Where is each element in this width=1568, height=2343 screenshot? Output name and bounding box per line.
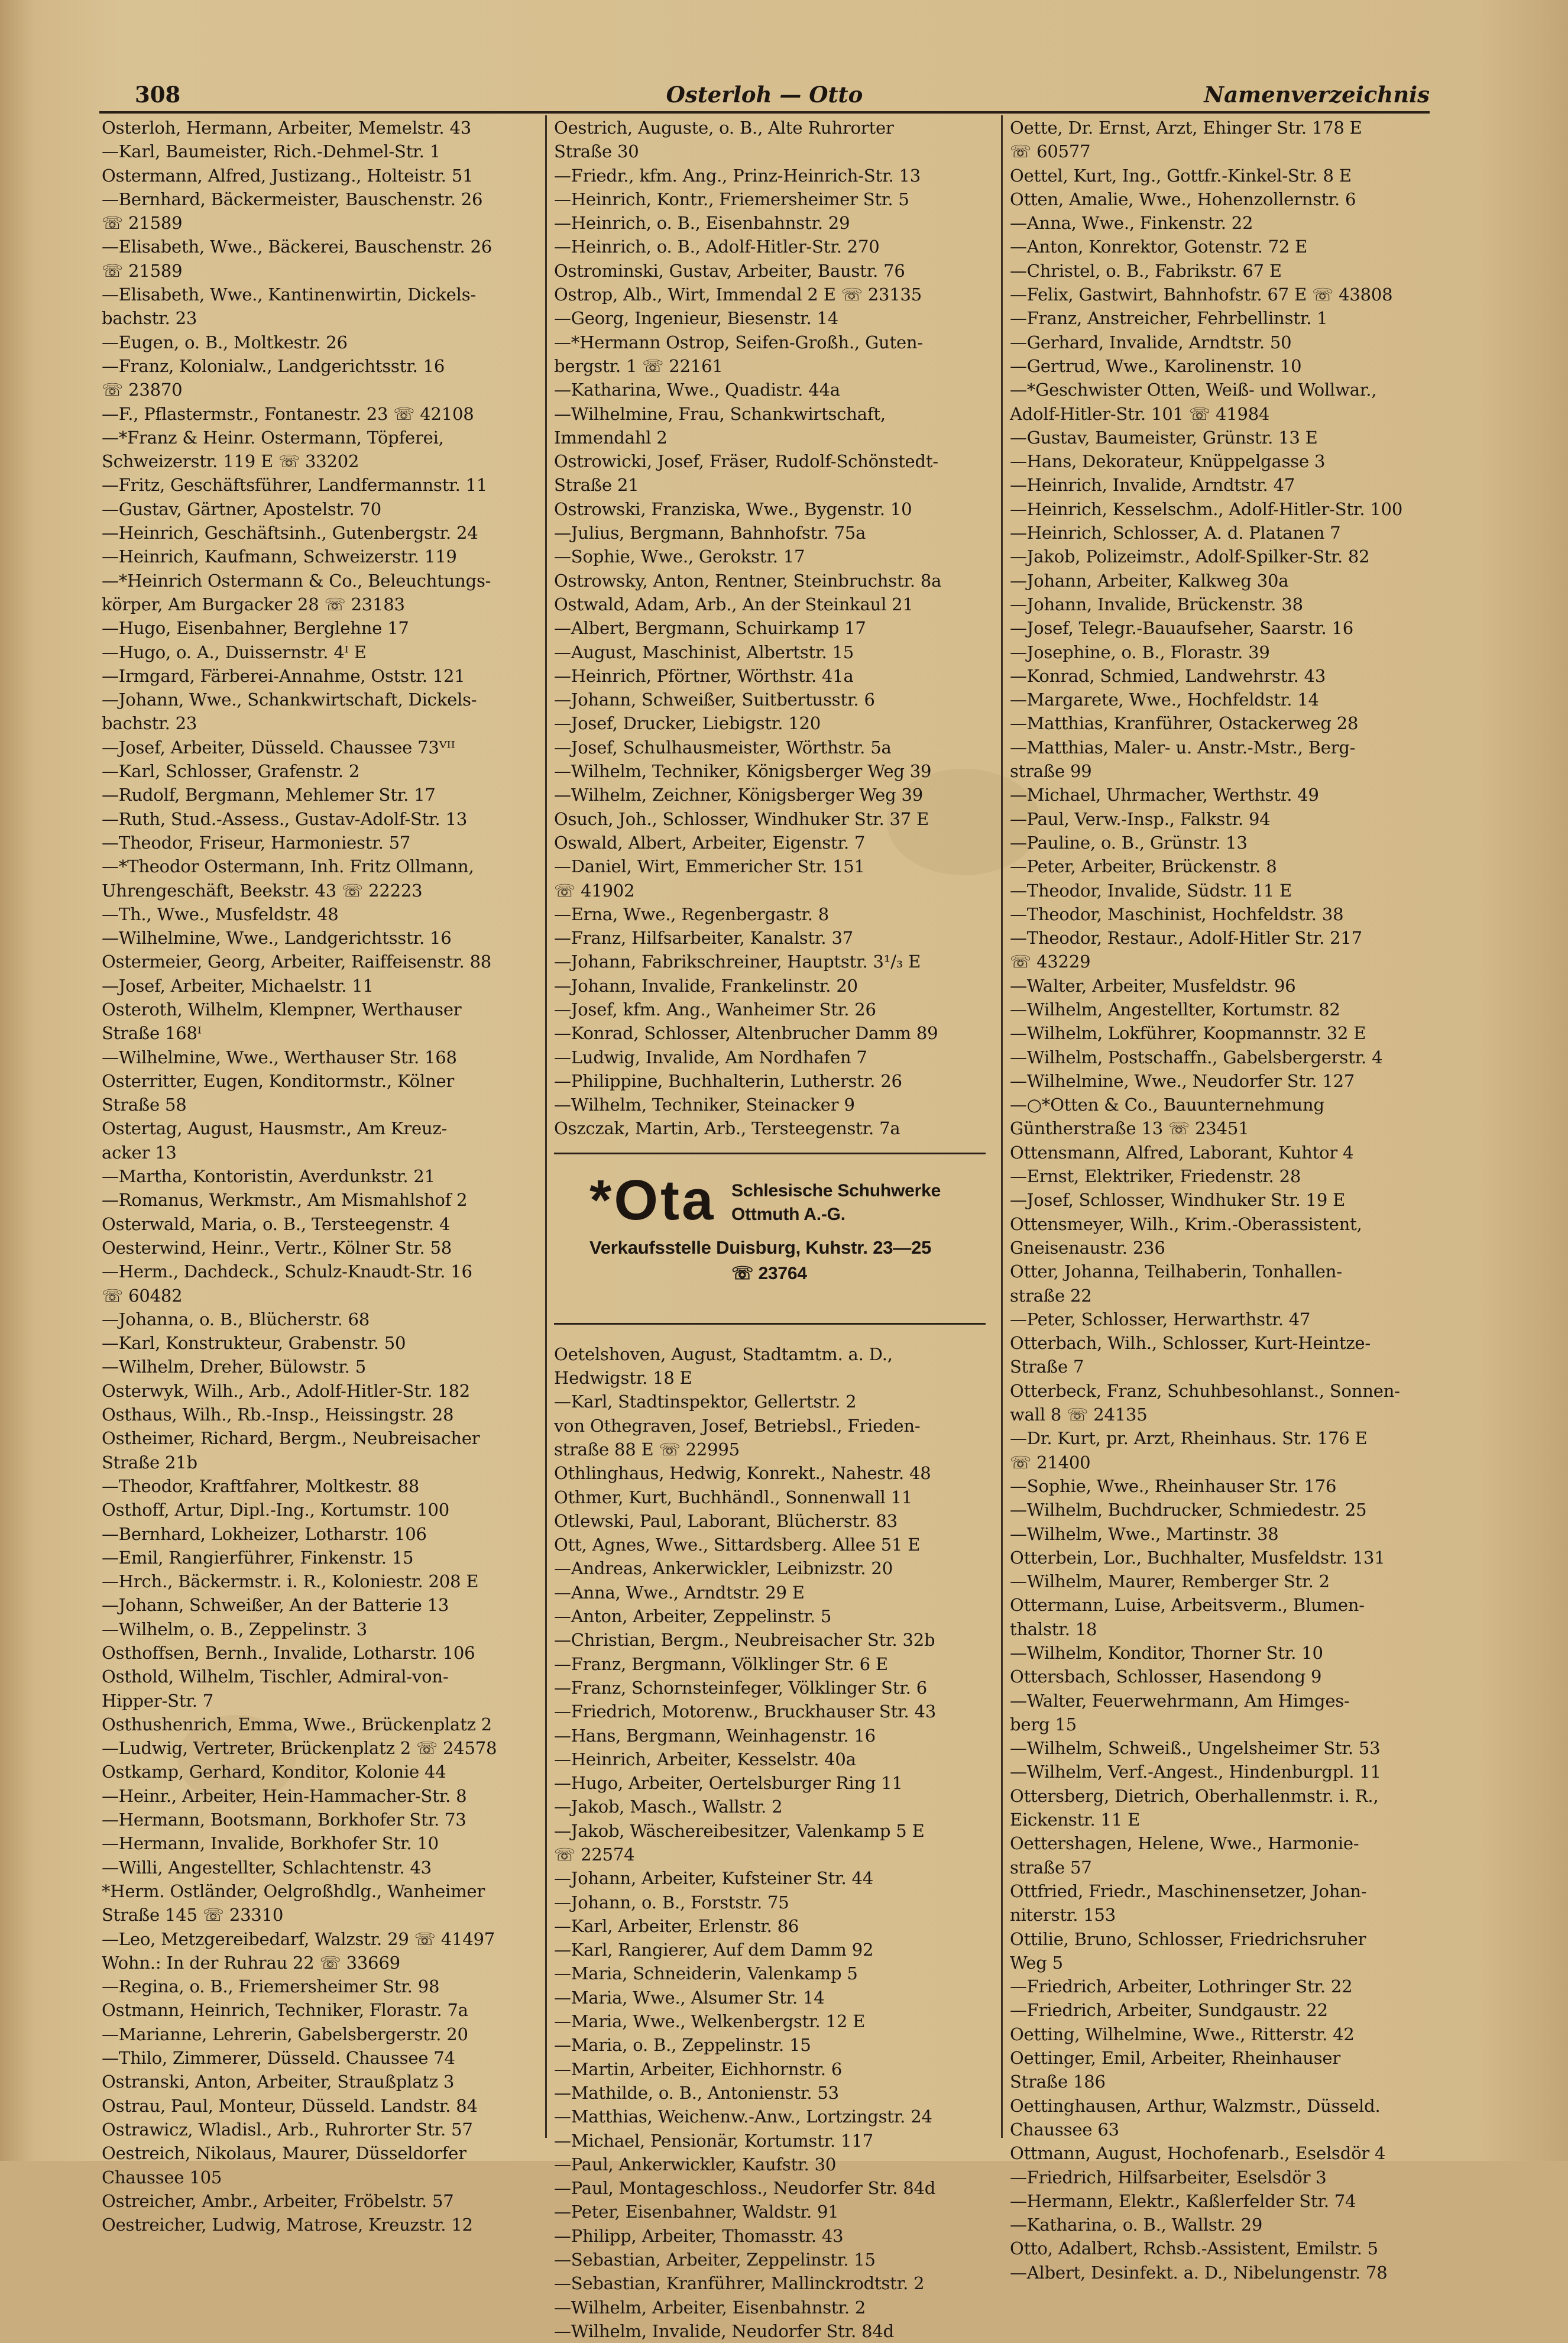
directory-entry: —Katharina, Wwe., Quadistr. 44a — [554, 380, 840, 400]
directory-entry: —Friedrich, Arbeiter, Lothringer Str. 22 — [1010, 1976, 1353, 1997]
directory-entry: Otterbach, Wilh., Schlosser, Kurt-Heintze- — [1010, 1333, 1371, 1354]
directory-entry: —F., Pflastermstr., Fontanestr. 23 ☏ 42108 — [102, 403, 474, 424]
directory-entry: Osterritter, Eugen, Konditormstr., Kölner — [102, 1070, 455, 1091]
directory-entry: —Hermann, Bootsmann, Borkhofer Str. 73 — [102, 1810, 466, 1830]
directory-entry: Oestrich, Auguste, o. B., Alte Ruhrorter — [554, 118, 894, 138]
directory-entry: —Th., Wwe., Musfeldstr. 48 — [102, 904, 339, 924]
directory-entry: Othlinghaus, Hedwig, Konrekt., Nahestr. 48 — [554, 1463, 931, 1484]
directory-entry: Ostheimer, Richard, Bergm., Neubreisacher — [102, 1428, 480, 1449]
directory-entry: —Wilhelmine, Wwe., Werthauser Str. 168 — [102, 1047, 457, 1067]
directory-entry: Ostrowski, Franziska, Wwe., Bygenstr. 10 — [554, 499, 912, 519]
directory-entry: ☏ 21589 — [102, 213, 183, 234]
directory-entry: Ostermann, Alfred, Justizang., Holteistr. 51 — [102, 165, 474, 186]
directory-entry: —Sophie, Wwe., Gerokstr. 17 — [554, 546, 805, 567]
directory-entry: —Johann, Arbeiter, Kufsteiner Str. 44 — [554, 1868, 874, 1889]
directory-entry: —Peter, Arbeiter, Brückenstr. 8 — [1010, 856, 1277, 877]
directory-entry: —Sophie, Wwe., Rheinhauser Str. 176 — [1010, 1475, 1337, 1496]
directory-entry: —Wilhelm, Schweiß., Ungelsheimer Str. 53 — [1010, 1738, 1381, 1759]
directory-entry: —Albert, Bergmann, Schuirkamp 17 — [554, 618, 866, 639]
directory-entry: Ostrop, Alb., Wirt, Immendal 2 E ☏ 23135 — [554, 284, 922, 305]
directory-entry: —Wilhelm, Wwe., Martinstr. 38 — [1010, 1523, 1279, 1544]
directory-entry: —Hans, Bergmann, Weinhagenstr. 16 — [554, 1725, 876, 1746]
page-number: 308 — [135, 82, 181, 108]
directory-entry: —Michael, Uhrmacher, Werthstr. 49 — [1010, 785, 1319, 805]
directory-entry: Oettel, Kurt, Ing., Gottfr.-Kinkel-Str. 8 E — [1010, 165, 1352, 186]
column-3 — [1010, 116, 1441, 2284]
directory-entry: —*Franz & Heinr. Ostermann, Töpferei, — [102, 427, 444, 448]
directory-entry: Osthoffsen, Bernh., Invalide, Lotharstr. 106 — [102, 1643, 475, 1663]
directory-entry: Ott, Agnes, Wwe., Sittardsberg. Allee 51 E — [554, 1535, 921, 1555]
directory-entry: Adolf-Hitler-Str. 101 ☏ 41984 — [1010, 403, 1270, 424]
directory-entry: Osthushenrich, Emma, Wwe., Brückenplatz 2 — [102, 1714, 492, 1734]
directory-entry: —Ludwig, Invalide, Am Nordhafen 7 — [554, 1047, 867, 1067]
directory-entry: straße 88 E ☏ 22995 — [554, 1439, 740, 1459]
directory-entry: Osterloh, Hermann, Arbeiter, Memelstr. 43 — [102, 118, 471, 138]
directory-entry: straße 57 — [1010, 1857, 1092, 1878]
directory-entry: —Johann, Invalide, Brückenstr. 38 — [1010, 594, 1303, 614]
directory-entry: —Karl, Baumeister, Rich.-Dehmel-Str. 1 — [102, 141, 440, 162]
directory-entry: —Josef, Drucker, Liebigstr. 120 — [554, 713, 821, 734]
directory-entry: —Josephine, o. B., Florastr. 39 — [1010, 642, 1270, 662]
directory-entry: —Friedrich, Arbeiter, Sundgaustr. 22 — [1010, 2000, 1328, 2021]
directory-entry: —Katharina, o. B., Wallstr. 29 — [1010, 2215, 1263, 2235]
directory-entry: —Willi, Angestellter, Schlachtenstr. 43 — [102, 1857, 432, 1878]
directory-entry: —Ruth, Stud.-Assess., Gustav-Adolf-Str. 13 — [102, 808, 468, 829]
directory-entry: Otlewski, Paul, Laborant, Blücherstr. 83 — [554, 1510, 898, 1531]
directory-entry: Ostrau, Paul, Monteur, Düsseld. Landstr. 84 — [102, 2095, 478, 2116]
directory-entry: Gneisenaustr. 236 — [1010, 1237, 1165, 1258]
directory-entry: —Wilhelm, Arbeiter, Eisenbahnstr. 2 — [554, 2297, 866, 2318]
directory-entry: —Josef, Telegr.-Bauaufseher, Saarstr. 16 — [1010, 618, 1354, 639]
ad-company-line1: Schlesische Schuhwerke — [731, 1180, 941, 1200]
directory-entry: —Daniel, Wirt, Emmericher Str. 151 — [554, 856, 865, 877]
directory-entry: —Walter, Feuerwehrmann, Am Himges- — [1010, 1690, 1350, 1711]
directory-entry: —Fritz, Geschäftsführer, Landfermannstr. 11 — [102, 475, 488, 496]
directory-entry: —Wilhelm, Verf.-Angest., Hindenburgpl. 11 — [1010, 1762, 1381, 1782]
directory-entry: —Margarete, Wwe., Hochfeldstr. 14 — [1010, 690, 1319, 710]
directory-entry: —Franz, Kolonialw., Landgerichtsstr. 16 — [102, 355, 445, 376]
directory-entry: Ottermann, Luise, Arbeitsverm., Blumen- — [1010, 1595, 1365, 1616]
directory-entry: —Josef, Schulhausmeister, Wörthstr. 5a — [554, 737, 892, 758]
directory-entry: Otterbein, Lor., Buchhalter, Musfeldstr. 131 — [1010, 1547, 1385, 1568]
directory-entry: ☏ 43229 — [1010, 952, 1091, 972]
directory-entry: —*Hermann Ostrop, Seifen-Großh., Guten- — [554, 332, 924, 352]
directory-entry: —Sebastian, Kranführer, Mallinckrodtstr. 2 — [554, 2273, 925, 2294]
directory-entry: ☏ 21589 — [102, 260, 183, 281]
directory-entry: Ottilie, Bruno, Schlosser, Friedrichsruher — [1010, 1928, 1366, 1949]
column-2-bottom — [554, 1342, 992, 2343]
ad-phone: ☏ 23764 — [731, 1263, 807, 1283]
header-rule — [99, 111, 1430, 114]
directory-entry: —Heinrich, o. B., Adolf-Hitler-Str. 270 — [554, 237, 880, 257]
directory-entry: —Johann, Schweißer, Suitbertusstr. 6 — [554, 690, 875, 710]
directory-entry: Weg 5 — [1010, 1952, 1063, 1973]
directory-entry: Immendahl 2 — [554, 427, 668, 448]
directory-entry: Straße 186 — [1010, 2072, 1106, 2092]
directory-entry: —Hrch., Bäckermstr. i. R., Koloniestr. 208 E — [102, 1571, 479, 1592]
directory-entry: —Hugo, o. A., Duissernstr. 4ᴵ E — [102, 642, 367, 662]
directory-entry: Eickenstr. 11 E — [1010, 1810, 1141, 1830]
column-2-top — [554, 116, 992, 1141]
ad-shop-address: Verkaufsstelle Duisburg, Kuhstr. 23—25 — [589, 1237, 932, 1258]
directory-entry: —Bernhard, Lokheizer, Lotharstr. 106 — [102, 1523, 427, 1544]
directory-entry: —Martin, Arbeiter, Eichhornstr. 6 — [554, 2059, 843, 2079]
directory-entry: Ottersberg, Dietrich, Oberhallenmstr. i. R., — [1010, 1785, 1379, 1806]
directory-entry: —Walter, Arbeiter, Musfeldstr. 96 — [1010, 975, 1296, 996]
directory-entry: Ostwald, Adam, Arb., An der Steinkaul 21 — [554, 594, 913, 614]
directory-entry: —Josef, Arbeiter, Michaelstr. 11 — [102, 975, 374, 996]
directory-entry: Ostrominski, Gustav, Arbeiter, Baustr. 76 — [554, 260, 905, 281]
directory-entry: Ostermeier, Georg, Arbeiter, Raiffeisenstr. 88 — [102, 952, 491, 972]
directory-entry: Ostmann, Heinrich, Techniker, Florastr. 7a — [102, 2000, 468, 2021]
directory-entry: Oetelshoven, August, Stadtamtm. a. D., — [554, 1344, 893, 1364]
directory-entry: Uhrengeschäft, Beekstr. 43 ☏ 22223 — [102, 880, 423, 901]
directory-entry: Hedwigstr. 18 E — [554, 1368, 692, 1389]
directory-entry: —Philipp, Arbeiter, Thomasstr. 43 — [554, 2225, 844, 2246]
directory-entry: —Sebastian, Arbeiter, Zeppelinstr. 15 — [554, 2250, 876, 2270]
directory-entry: Wohn.: In der Ruhrau 22 ☏ 33669 — [102, 1952, 400, 1973]
directory-entry: —Hermann, Invalide, Borkhofer Str. 10 — [102, 1833, 439, 1854]
directory-entry: —Wilhelm, Techniker, Königsberger Weg 39 — [554, 761, 932, 782]
directory-entry: —Heinrich, Schlosser, A. d. Platanen 7 — [1010, 523, 1341, 543]
directory-entry: —Heinrich, Arbeiter, Kesselstr. 40a — [554, 1749, 856, 1769]
directory-entry: —Maria, o. B., Zeppelinstr. 15 — [554, 2035, 811, 2056]
directory-entry: —Anton, Konrektor, Gotenstr. 72 E — [1010, 237, 1308, 257]
directory-entry: —Wilhelmine, Wwe., Neudorfer Str. 127 — [1010, 1070, 1355, 1091]
directory-entry: —Wilhelm, Angestellter, Kortumstr. 82 — [1010, 999, 1340, 1020]
directory-entry: Oettinger, Emil, Arbeiter, Rheinhauser — [1010, 2048, 1341, 2069]
directory-entry: ☏ 21400 — [1010, 1452, 1091, 1473]
directory-entry: —Irmgard, Färberei-Annahme, Oststr. 121 — [102, 665, 465, 686]
directory-entry: —Heinrich, Invalide, Arndtstr. 47 — [1010, 475, 1295, 496]
directory-entry: —Wilhelm, Zeichner, Königsberger Weg 39 — [554, 785, 923, 805]
directory-entry: —Mathilde, o. B., Antonienstr. 53 — [554, 2082, 839, 2103]
advertisement-box — [554, 1153, 986, 1325]
directory-entry: Güntherstraße 13 ☏ 23451 — [1010, 1118, 1249, 1139]
directory-entry: thalstr. 18 — [1010, 1619, 1097, 1639]
directory-entry: —Julius, Bergmann, Bahnhofstr. 75a — [554, 523, 866, 543]
column-divider — [545, 115, 547, 2138]
directory-entry: bachstr. 23 — [102, 308, 197, 329]
directory-entry: —Heinrich, Geschäftsinh., Gutenbergstr. 24 — [102, 523, 478, 543]
directory-entry: —Wilhelm, Buchdrucker, Schmiedestr. 25 — [1010, 1500, 1367, 1520]
directory-entry: —Christel, o. B., Fabrikstr. 67 E — [1010, 260, 1282, 281]
directory-entry: —Maria, Wwe., Welkenbergstr. 12 E — [554, 2011, 866, 2032]
directory-entry: —Heinrich, o. B., Eisenbahnstr. 29 — [554, 213, 850, 234]
directory-entry: —Johanna, o. B., Blücherstr. 68 — [102, 1309, 370, 1329]
directory-entry: —Georg, Ingenieur, Biesenstr. 14 — [554, 308, 839, 329]
directory-entry: —Karl, Arbeiter, Erlenstr. 86 — [554, 1915, 799, 1936]
directory-entry: —Elisabeth, Wwe., Kantinenwirtin, Dickels- — [102, 284, 476, 305]
directory-entry: —Heinrich, Kontr., Friemersheimer Str. 5 — [554, 189, 909, 209]
directory-entry: Otto, Adalbert, Rchsb.-Assistent, Emilstr. 5 — [1010, 2238, 1378, 2259]
directory-entry: Straße 58 — [102, 1095, 187, 1115]
directory-entry: bergstr. 1 ☏ 22161 — [554, 355, 723, 376]
directory-entry: straße 99 — [1010, 761, 1092, 782]
directory-entry: Oestreich, Nikolaus, Maurer, Düsseldorfer — [102, 2143, 466, 2164]
directory-entry: —Christian, Bergm., Neubreisacher Str. 32b — [554, 1630, 935, 1651]
directory-entry: —Philippine, Buchhalterin, Lutherstr. 26 — [554, 1070, 902, 1091]
directory-entry: —Wilhelmine, Wwe., Landgerichtsstr. 16 — [102, 928, 452, 949]
directory-entry: Oettershagen, Helene, Wwe., Harmonie- — [1010, 1833, 1359, 1854]
directory-entry: straße 22 — [1010, 1285, 1092, 1306]
directory-entry: —○*Otten & Co., Bauunternehmung — [1010, 1095, 1324, 1115]
directory-entry: —Wilhelm, Dreher, Bülowstr. 5 — [102, 1357, 366, 1377]
directory-entry: Oswald, Albert, Arbeiter, Eigenstr. 7 — [554, 832, 866, 853]
directory-entry: —Jakob, Polizeimstr., Adolf-Spilker-Str. 82 — [1010, 546, 1370, 567]
directory-entry: —*Geschwister Otten, Weiß- und Wollwar., — [1010, 380, 1377, 400]
directory-entry: —Eugen, o. B., Moltkestr. 26 — [102, 332, 348, 352]
directory-entry: —Wilhelm, Invalide, Neudorfer Str. 84d — [554, 2321, 894, 2341]
directory-entry: ☏ 41902 — [554, 880, 635, 901]
directory-entry: —Wilhelm, Lokführer, Koopmannstr. 32 E — [1010, 1023, 1366, 1044]
directory-entry: niterstr. 153 — [1010, 1905, 1116, 1925]
directory-entry: —Heinrich, Kesselschm., Adolf-Hitler-Str. 100 — [1010, 499, 1403, 519]
directory-entry: Osteroth, Wilhelm, Klempner, Werthauser — [102, 999, 462, 1020]
directory-entry: —Theodor, Kraftfahrer, Moltkestr. 88 — [102, 1475, 419, 1496]
directory-entry: —Andreas, Ankerwickler, Leibnizstr. 20 — [554, 1558, 893, 1579]
directory-entry: Otten, Amalie, Wwe., Hohenzollernstr. 6 — [1010, 189, 1356, 209]
directory-entry: Straße 145 ☏ 23310 — [102, 1905, 284, 1925]
directory-entry: —Anna, Wwe., Finkenstr. 22 — [1010, 213, 1253, 234]
directory-entry: Ostertag, August, Hausmstr., Am Kreuz- — [102, 1118, 448, 1139]
directory-entry: —*Theodor Ostermann, Inh. Fritz Ollmann, — [102, 856, 474, 877]
section-title: Namenverzeichnis — [1204, 82, 1430, 108]
directory-entry: —Matthias, Maler- u. Anstr.-Mstr., Berg- — [1010, 737, 1356, 758]
directory-entry: Straße 30 — [554, 141, 639, 162]
directory-entry: —Konrad, Schmied, Landwehrstr. 43 — [1010, 665, 1326, 686]
directory-entry: —Hugo, Arbeiter, Oertelsburger Ring 11 — [554, 1773, 903, 1794]
directory-entry: —Romanus, Werkmstr., Am Mismahlshof 2 — [102, 1190, 468, 1211]
column-divider — [1001, 115, 1003, 2138]
directory-entry: körper, Am Burgacker 28 ☏ 23183 — [102, 594, 405, 614]
directory-entry: Osthold, Wilhelm, Tischler, Admiral-von- — [102, 1666, 449, 1687]
directory-entry: —Karl, Stadtinspektor, Gellertstr. 2 — [554, 1391, 857, 1412]
directory-entry: —Franz, Bergmann, Völklinger Str. 6 E — [554, 1653, 888, 1674]
directory-entry: —Johann, Schweißer, An der Batterie 13 — [102, 1595, 449, 1616]
ota-logo: *Ota — [589, 1168, 716, 1232]
directory-entry: —Gustav, Baumeister, Grünstr. 13 E — [1010, 427, 1318, 448]
directory-entry: —Hermann, Elektr., Kaßlerfelder Str. 74 — [1010, 2190, 1356, 2211]
directory-entry: Oettinghausen, Arthur, Walzmstr., Düsseld. — [1010, 2095, 1381, 2116]
directory-entry: Osterwald, Maria, o. B., Tersteegenstr. 4 — [102, 1213, 451, 1234]
directory-entry: —Heinrich, Pförtner, Wörthstr. 41a — [554, 665, 854, 686]
directory-entry: —Ernst, Elektriker, Friedenstr. 28 — [1010, 1166, 1301, 1187]
directory-entry: —Paul, Verw.-Insp., Falkstr. 94 — [1010, 808, 1271, 829]
directory-entry: —Karl, Schlosser, Grafenstr. 2 — [102, 761, 360, 782]
directory-entry: Ottmann, August, Hochofenarb., Eselsdör 4 — [1010, 2143, 1386, 2164]
directory-entry: —Gustav, Gärtner, Apostelstr. 70 — [102, 499, 382, 519]
directory-entry: —Johann, Fabrikschreiner, Hauptstr. 3¹/₃ E — [554, 952, 921, 972]
column-1 — [102, 116, 539, 2237]
directory-entry: —Albert, Desinfekt. a. D., Nibelungenstr. 78 — [1010, 2262, 1388, 2283]
directory-entry: —Peter, Eisenbahner, Waldstr. 91 — [554, 2202, 839, 2222]
directory-entry: —Bernhard, Bäckermeister, Bauschenstr. 26 — [102, 189, 483, 209]
directory-entry: Othmer, Kurt, Buchhändl., Sonnenwall 11 — [554, 1487, 913, 1507]
directory-entry: —Karl, Rangierer, Auf dem Damm 92 — [554, 1940, 874, 1960]
directory-entry: Oette, Dr. Ernst, Arzt, Ehinger Str. 178 E — [1010, 118, 1362, 138]
directory-entry: —Hans, Dekorateur, Knüppelgasse 3 — [1010, 451, 1326, 472]
directory-entry: Oesterwind, Heinr., Vertr., Kölner Str. 58 — [102, 1237, 452, 1258]
directory-entry: Straße 7 — [1010, 1357, 1084, 1377]
directory-entry: —Pauline, o. B., Grünstr. 13 — [1010, 832, 1248, 853]
directory-entry: —Matthias, Kranführer, Ostackerweg 28 — [1010, 713, 1359, 734]
directory-entry: —Matthias, Weichenw.-Anw., Lortzingstr. 24 — [554, 2106, 932, 2127]
directory-entry: Ostkamp, Gerhard, Konditor, Kolonie 44 — [102, 1762, 446, 1782]
directory-entry: —Konrad, Schlosser, Altenbrucher Damm 89 — [554, 1023, 938, 1044]
directory-entry: Osuch, Joh., Schlosser, Windhuker Str. 37 E — [554, 808, 929, 829]
directory-entry: ☏ 60577 — [1010, 141, 1091, 162]
directory-entry: —Josef, Schlosser, Windhuker Str. 19 E — [1010, 1190, 1346, 1211]
directory-entry: Oestreicher, Ludwig, Matrose, Kreuzstr. 12 — [102, 2215, 473, 2235]
directory-entry: —Josef, kfm. Ang., Wanheimer Str. 26 — [554, 999, 876, 1020]
directory-entry: Straße 168ᴵ — [102, 1023, 202, 1044]
directory-entry: —Johann, o. B., Forststr. 75 — [554, 1892, 789, 1912]
ad-company-line2: Ottmuth A.-G. — [731, 1204, 845, 1224]
directory-entry: —Theodor, Restaur., Adolf-Hitler Str. 217 — [1010, 928, 1362, 949]
page-title: Osterloh — Otto — [666, 82, 863, 108]
directory-entry: Ottensmeyer, Wilh., Krim.-Oberassistent, — [1010, 1213, 1362, 1234]
directory-entry: Schweizerstr. 119 E ☏ 33202 — [102, 451, 359, 472]
directory-entry: —Heinr., Arbeiter, Hein-Hammacher-Str. 8 — [102, 1785, 467, 1806]
directory-entry: Ottfried, Friedr., Maschinensetzer, Johan- — [1010, 1881, 1367, 1901]
directory-entry: —Marianne, Lehrerin, Gabelsbergerstr. 20 — [102, 2024, 468, 2044]
directory-entry: —Wilhelm, Maurer, Remberger Str. 2 — [1010, 1571, 1330, 1592]
directory-entry: Ostrowicki, Josef, Fräser, Rudolf-Schönstedt- — [554, 451, 938, 472]
directory-entry: —Gerhard, Invalide, Arndtstr. 50 — [1010, 332, 1292, 352]
directory-entry: Chaussee 105 — [102, 2167, 222, 2187]
directory-entry: —Anton, Arbeiter, Zeppelinstr. 5 — [554, 1606, 832, 1627]
directory-entry: —Rudolf, Bergmann, Mehlemer Str. 17 — [102, 785, 436, 805]
directory-entry: ☏ 22574 — [554, 1844, 635, 1865]
directory-entry: —Martha, Kontoristin, Averdunkstr. 21 — [102, 1166, 435, 1187]
directory-entry: —Hugo, Eisenbahner, Berglehne 17 — [102, 618, 409, 639]
directory-entry: Oszczak, Martin, Arb., Tersteegenstr. 7a — [554, 1118, 900, 1139]
directory-entry: Oetting, Wilhelmine, Wwe., Ritterstr. 42 — [1010, 2024, 1355, 2044]
directory-entry: —Wilhelm, Postschaffn., Gabelsbergerstr. 4 — [1010, 1047, 1383, 1067]
directory-entry: bachstr. 23 — [102, 713, 197, 734]
directory-entry: —Paul, Ankerwickler, Kaufstr. 30 — [554, 2154, 837, 2174]
directory-entry: —Josef, Arbeiter, Düsseld. Chaussee 73ⱽᴵᴵ — [102, 737, 455, 758]
directory-entry: —Karl, Konstrukteur, Grabenstr. 50 — [102, 1333, 406, 1354]
directory-entry: Ostreicher, Ambr., Arbeiter, Fröbelstr. 57 — [102, 2190, 454, 2211]
page-header — [99, 77, 1430, 112]
directory-entry: —Leo, Metzgereibedarf, Walzstr. 29 ☏ 41497 — [102, 1928, 495, 1949]
directory-entry: —Ludwig, Vertreter, Brückenplatz 2 ☏ 24578 — [102, 1738, 497, 1759]
directory-entry: Hipper-Str. 7 — [102, 1690, 214, 1711]
directory-entry: Ostrowsky, Anton, Rentner, Steinbruchstr. 8a — [554, 570, 942, 591]
directory-entry: —Theodor, Friseur, Harmoniestr. 57 — [102, 832, 411, 853]
directory-entry: —Franz, Schornsteinfeger, Völklinger Str. 6 — [554, 1677, 927, 1698]
directory-entry: —Friedr., kfm. Ang., Prinz-Heinrich-Str. 13 — [554, 165, 921, 186]
directory-entry: —Franz, Hilfsarbeiter, Kanalstr. 37 — [554, 928, 853, 949]
directory-entry: —Maria, Wwe., Alsumer Str. 14 — [554, 1987, 825, 2008]
directory-entry: —Anna, Wwe., Arndtstr. 29 E — [554, 1582, 805, 1603]
directory-entry: —Theodor, Maschinist, Hochfeldstr. 38 — [1010, 904, 1344, 924]
directory-entry: —Theodor, Invalide, Südstr. 11 E — [1010, 880, 1292, 901]
directory-entry: —Regina, o. B., Friemersheimer Str. 98 — [102, 1976, 440, 1997]
directory-entry: von Othegraven, Josef, Betriebsl., Frieden- — [554, 1415, 921, 1436]
directory-entry: —Felix, Gastwirt, Bahnhofstr. 67 E ☏ 43808 — [1010, 284, 1393, 305]
directory-entry: Ostranski, Anton, Arbeiter, Straußplatz 3 — [102, 2072, 455, 2092]
directory-entry: Osthaus, Wilh., Rb.-Insp., Heissingstr. 28 — [102, 1404, 454, 1425]
directory-entry: Ostrawicz, Wladisl., Arb., Ruhrorter Str. 57 — [102, 2119, 473, 2140]
directory-entry: —Dr. Kurt, pr. Arzt, Rheinhaus. Str. 176 E — [1010, 1428, 1368, 1449]
directory-entry: Osterwyk, Wilh., Arb., Adolf-Hitler-Str. 182 — [102, 1380, 470, 1401]
directory-entry: Straße 21b — [102, 1452, 197, 1473]
directory-entry: —Wilhelm, Konditor, Thorner Str. 10 — [1010, 1643, 1323, 1663]
directory-entry: —Thilo, Zimmerer, Düsseld. Chaussee 74 — [102, 2048, 455, 2069]
directory-entry: —Johann, Wwe., Schankwirtschaft, Dickels- — [102, 690, 477, 710]
directory-entry: —Maria, Schneiderin, Valenkamp 5 — [554, 1963, 858, 1984]
directory-entry: —Paul, Montageschloss., Neudorfer Str. 84d — [554, 2178, 936, 2199]
directory-entry: —Johann, Invalide, Frankelinstr. 20 — [554, 975, 858, 996]
directory-entry: —*Heinrich Ostermann & Co., Beleuchtungs- — [102, 570, 491, 591]
directory-entry: *Herm. Ostländer, Oelgroßhdlg., Wanheimer — [102, 1881, 485, 1901]
directory-entry: Otter, Johanna, Teilhaberin, Tonhallen- — [1010, 1261, 1342, 1282]
directory-entry: —Jakob, Wäschereibesitzer, Valenkamp 5 E — [554, 1820, 925, 1841]
column-2 — [554, 116, 992, 2343]
directory-entry: —Peter, Schlosser, Herwarthstr. 47 — [1010, 1309, 1311, 1329]
directory-entry: —August, Maschinist, Albertstr. 15 — [554, 642, 854, 662]
directory-entry: Osthoff, Artur, Dipl.-Ing., Kortumstr. 100 — [102, 1500, 449, 1520]
directory-entry: Otterbeck, Franz, Schuhbesohlanst., Sonnen- — [1010, 1380, 1400, 1401]
directory-entry: —Franz, Anstreicher, Fehrbellinstr. 1 — [1010, 308, 1328, 329]
directory-entry: berg 15 — [1010, 1714, 1077, 1734]
directory-entry: wall 8 ☏ 24135 — [1010, 1404, 1148, 1425]
directory-entry: —Heinrich, Kaufmann, Schweizerstr. 119 — [102, 546, 457, 567]
directory-entry: —Erna, Wwe., Regenbergastr. 8 — [554, 904, 830, 924]
directory-entry: —Wilhelm, Techniker, Steinacker 9 — [554, 1095, 855, 1115]
directory-entry: Straße 21 — [554, 475, 639, 496]
directory-entry: —Gertrud, Wwe., Karolinenstr. 10 — [1010, 355, 1302, 376]
directory-entry: —Friedrich, Motorenw., Bruckhauser Str. 43 — [554, 1701, 937, 1722]
directory-entry: Ottersbach, Schlosser, Hasendong 9 — [1010, 1666, 1322, 1687]
directory-entry: acker 13 — [102, 1142, 177, 1163]
directory-entry: ☏ 23870 — [102, 380, 183, 400]
directory-entry: —Emil, Rangierführer, Finkenstr. 15 — [102, 1547, 414, 1568]
directory-entry: Chaussee 63 — [1010, 2119, 1119, 2140]
directory-entry: —Michael, Pensionär, Kortumstr. 117 — [554, 2130, 873, 2151]
directory-entry: —Wilhelm, o. B., Zeppelinstr. 3 — [102, 1619, 367, 1639]
directory-entry: —Johann, Arbeiter, Kalkweg 30a — [1010, 570, 1289, 591]
directory-entry: Ottensmann, Alfred, Laborant, Kuhtor 4 — [1010, 1142, 1354, 1163]
directory-entry: —Friedrich, Hilfsarbeiter, Eselsdör 3 — [1010, 2167, 1327, 2187]
directory-entry: —Jakob, Masch., Wallstr. 2 — [554, 1797, 783, 1817]
directory-entry: —Wilhelmine, Frau, Schankwirtschaft, — [554, 403, 886, 424]
directory-entry: ☏ 60482 — [102, 1285, 183, 1306]
directory-entry: —Herm., Dachdeck., Schulz-Knaudt-Str. 16 — [102, 1261, 472, 1282]
directory-entry: —Elisabeth, Wwe., Bäckerei, Bauschenstr. 26 — [102, 237, 493, 257]
